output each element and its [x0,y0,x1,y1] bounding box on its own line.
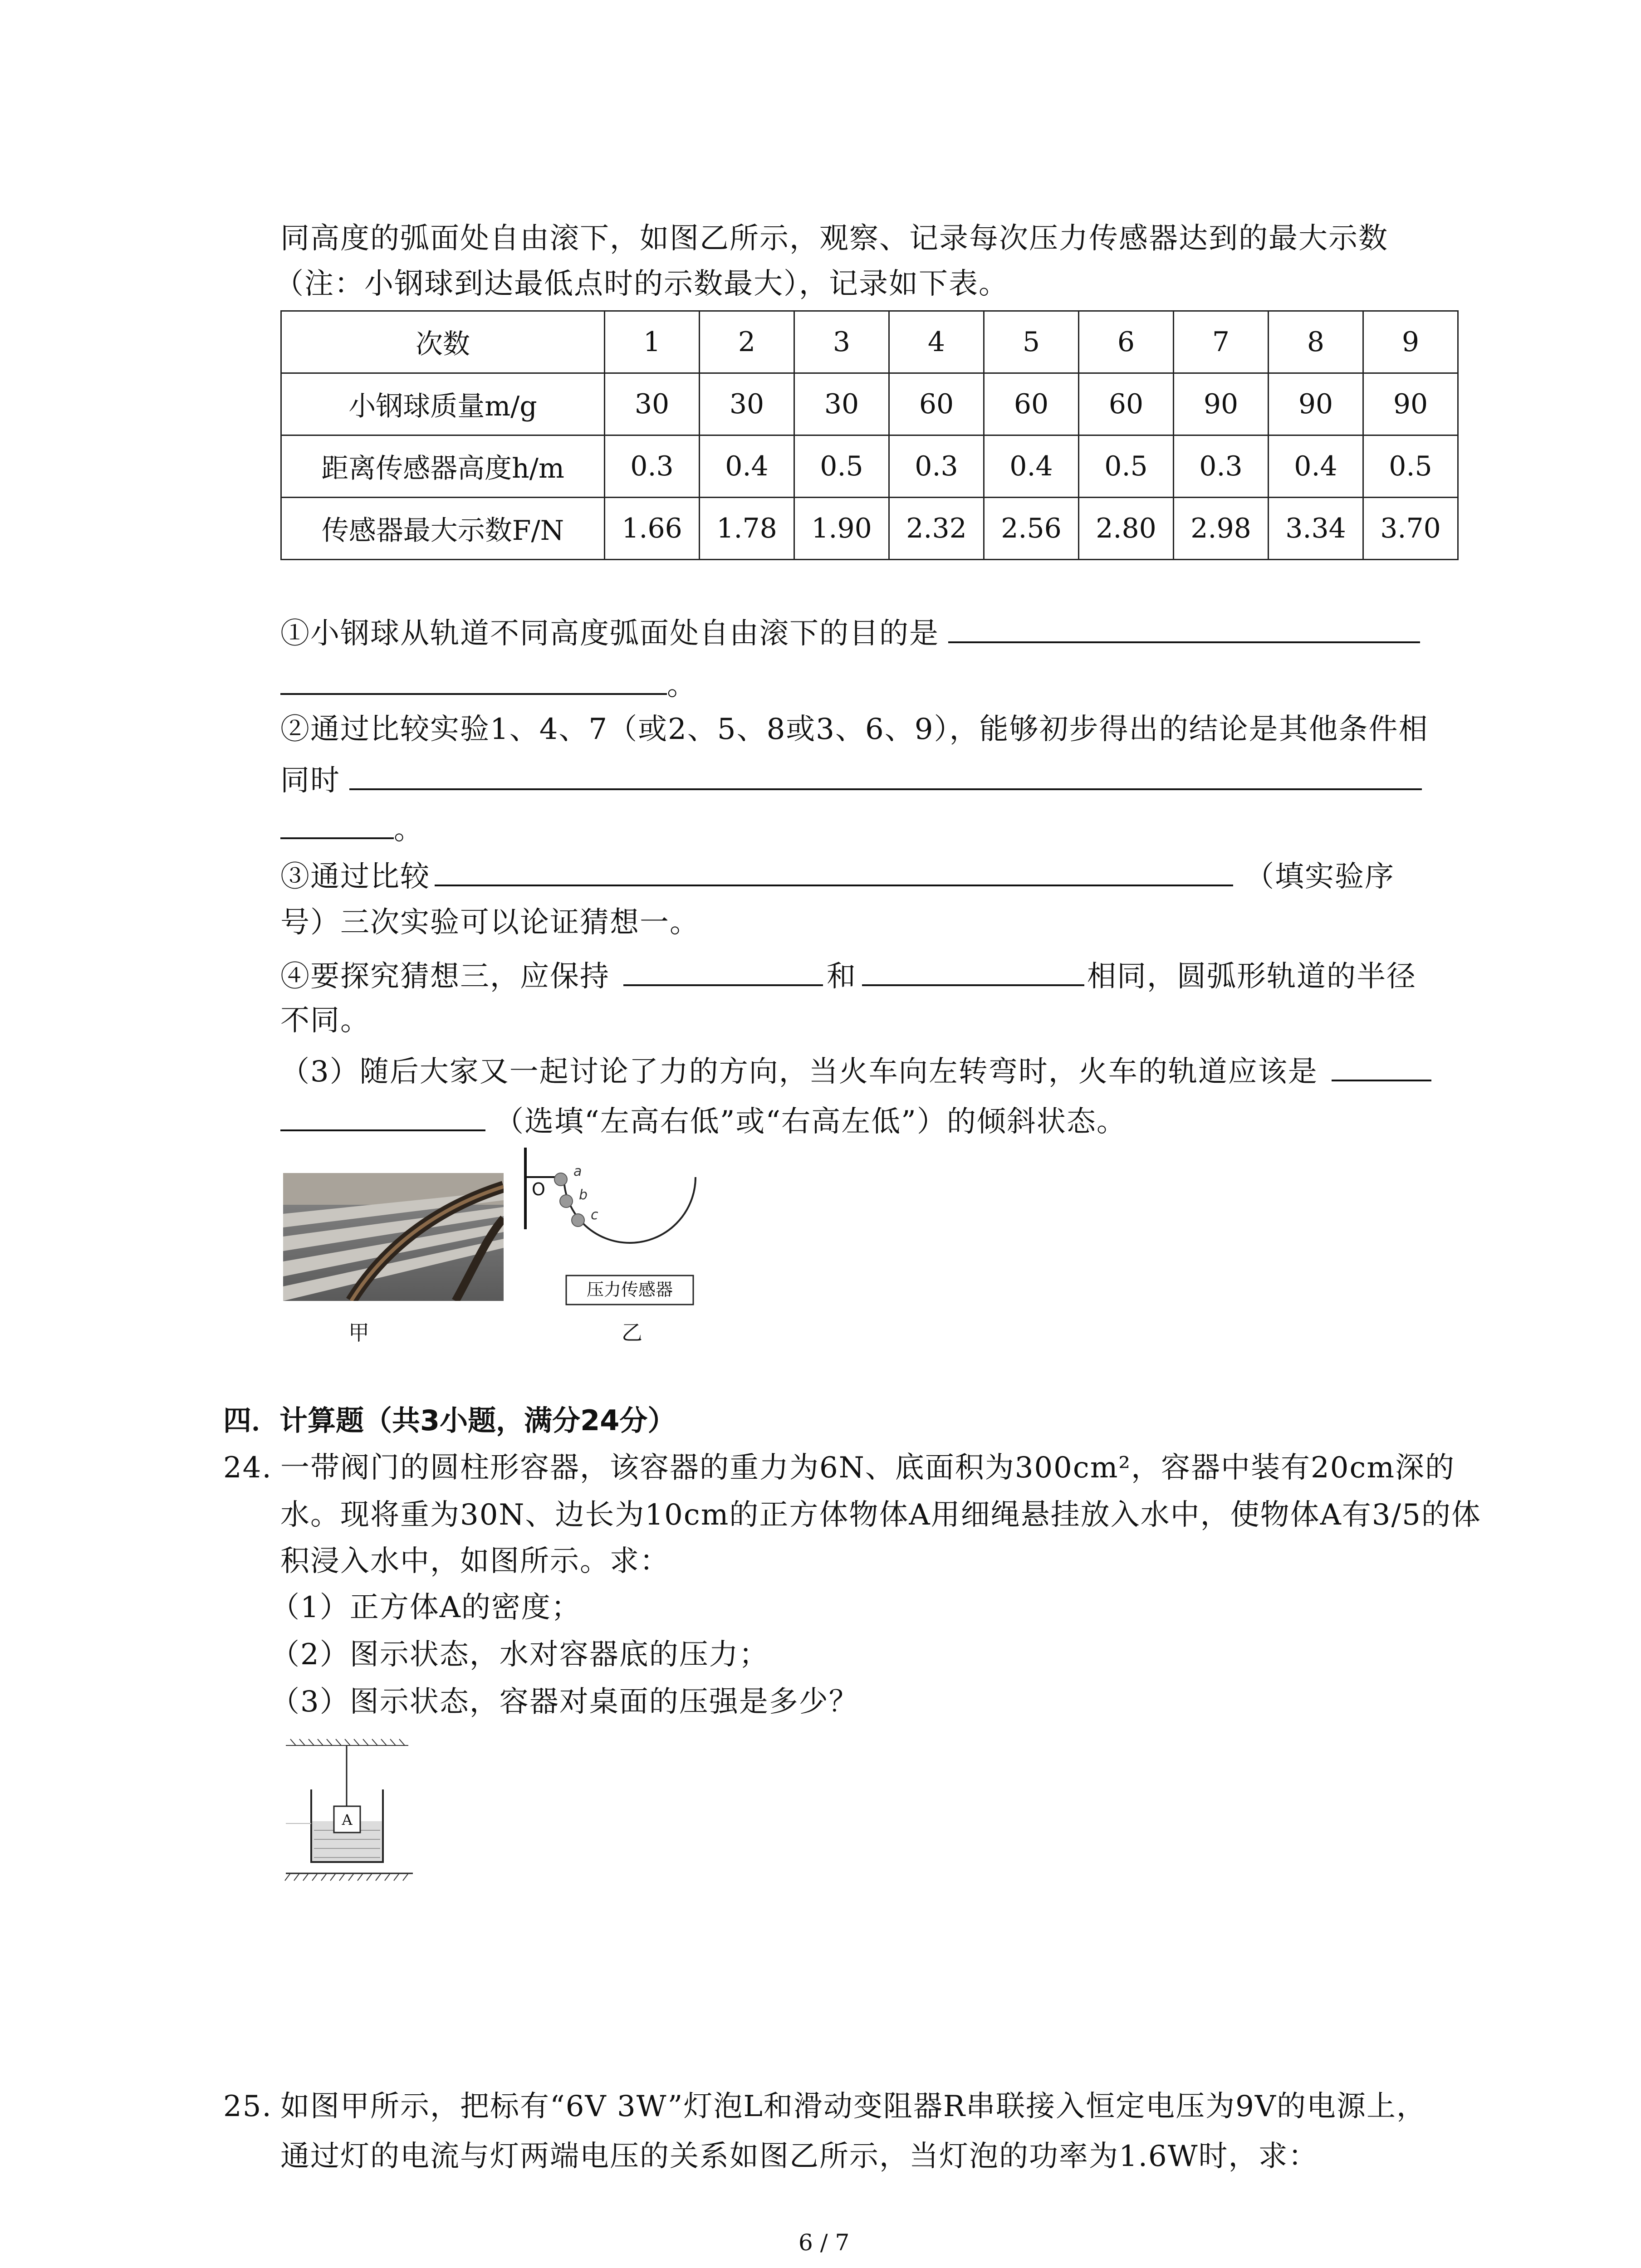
table-cell: 3 [794,311,889,373]
table-cell: 30 [700,373,794,435]
question-3-text: ③通过比较 [280,860,430,894]
ball-a-icon [554,1173,567,1186]
arc-track-diagram [521,1143,720,1320]
problem-24-line-2: 水。现将重为30N、边长为10cm的正方体物体A用细绳悬挂放入水中，使物体A有3/5的体 [280,1498,1481,1532]
table-cell: 0.4 [984,435,1079,498]
ball-a-label: a [573,1163,582,1179]
table-row [281,435,1458,498]
answer-blank[interactable] [862,956,1084,986]
question-1 [280,613,1420,652]
table-cell: 0.4 [700,435,794,498]
table-cell: 30 [605,373,700,435]
answer-blank[interactable] [435,856,1233,886]
table-cell: 3.70 [1363,498,1458,560]
problem-24-sub-2: （2）图示状态，水对容器底的压力； [270,1638,769,1672]
table-cell: 9 [1363,311,1458,373]
question-4 [280,956,1416,995]
question-2-end-line [280,809,424,848]
table-cell: 90 [1174,373,1269,435]
answer-blank[interactable] [1332,1051,1431,1081]
table-cell: 90 [1363,373,1458,435]
question-2-cont [280,760,1422,799]
table-cell: 1.66 [605,498,700,560]
question-5-text2: （选填“左高右低”或“右高左低”）的倾斜状态。 [495,1105,1127,1139]
question-4-cont: 不同。 [280,1004,370,1037]
question-1-text: ①小钢球从轨道不同高度弧面处自由滚下的目的是 [280,617,939,650]
problem-24-sub-1: （1）正方体A的密度； [270,1591,581,1624]
problem-25-number: 25. [223,2090,272,2123]
question-2: ②通过比较实验1、4、7（或2、5、8或3、6、9），能够初步得出的结论是其他条件相 [280,713,1429,746]
table-cell: 7 [1174,311,1269,373]
question-5-cont [280,1101,1127,1140]
table-cell: 0.5 [1079,435,1174,498]
question-3 [280,856,1395,895]
table-cell: 2.56 [984,498,1079,560]
table-cell: 2.80 [1079,498,1174,560]
problem-24-number: 24. [223,1451,272,1485]
table-cell: 2.98 [1174,498,1269,560]
problem-24-sub-3: （3）图示状态，容器对桌面的压强是多少？ [270,1685,859,1719]
question-5-text: （3）随后大家又一起讨论了力的方向，当火车向左转弯时，火车的轨道应该是 [280,1055,1318,1089]
table-cell: 4 [889,311,984,373]
table-cell: 0.3 [1174,435,1269,498]
table-row [281,311,1458,373]
question-4-text: ④要探究猜想三，应保持 [280,960,610,993]
ball-b-icon [560,1195,573,1207]
table-cell: 60 [1079,373,1174,435]
page-number: 6 / 7 [798,2229,850,2256]
table-header: 小钢球质量m/g [281,373,605,435]
table-cell: 1 [605,311,700,373]
intro-line-2: （注：小钢球到达最低点时的示数最大），记录如下表。 [274,267,1009,301]
table-cell: 8 [1269,311,1363,373]
question-5 [280,1051,1431,1090]
container-diagram [281,1737,417,1887]
table-cell: 0.3 [889,435,984,498]
question-3-cont: 号）三次实验可以论证猜想一。 [280,906,700,939]
table-cell: 0.5 [794,435,889,498]
table-cell: 0.4 [1269,435,1363,498]
table-header: 传感器最大示数F/N [281,498,605,560]
section-title: 四．计算题（共3小题，满分24分） [223,1404,676,1437]
table-header: 次数 [281,311,605,373]
table-cell: 0.3 [605,435,700,498]
table-cell: 30 [794,373,889,435]
answer-blank[interactable] [280,665,667,695]
pressure-sensor-label: 压力传感器 [586,1280,673,1300]
answer-blank[interactable] [280,1101,485,1131]
data-table [280,310,1459,560]
table-cell: 60 [889,373,984,435]
table-cell: 5 [984,311,1079,373]
table-cell: 0.5 [1363,435,1458,498]
figure-jia-label: 甲 [348,1320,369,1345]
table-row [281,498,1458,560]
answer-blank[interactable] [280,809,394,839]
table-cell: 1.90 [794,498,889,560]
ball-c-icon [572,1214,584,1227]
question-1-end: 。 [667,669,697,702]
answer-blank[interactable] [623,956,823,986]
problem-25-line-1: 如图甲所示，把标有“6V 3W”灯泡L和滑动变阻器R串联接入恒定电压为9V的电源上， [280,2090,1427,2123]
cube-a-label: A [342,1811,353,1828]
question-2-end: 。 [394,813,424,846]
table-cell: 60 [984,373,1079,435]
answer-blank[interactable] [948,613,1420,643]
table-row [281,373,1458,435]
table-header: 距离传感器高度h/m [281,435,605,498]
problem-24-line-3: 积浸入水中，如图所示。求： [280,1545,670,1578]
problem-25-line-2: 通过灯的电流与灯两端电压的关系如图乙所示，当灯泡的功率为1.6W时，求： [280,2140,1318,2173]
question-4-mid: 和 [827,960,857,993]
o-label: O [532,1179,545,1199]
railway-photo [283,1173,504,1301]
table-cell: 3.34 [1269,498,1363,560]
table-cell: 1.78 [700,498,794,560]
question-2-text2: 同时 [280,764,340,797]
table-cell: 2 [700,311,794,373]
ball-c-label: c [591,1207,598,1223]
question-4-tail: 相同，圆弧形轨道的半径 [1087,960,1416,993]
question-3-tail: （填实验序 [1245,860,1395,894]
table-cell: 90 [1269,373,1363,435]
question-1-cont [280,665,697,704]
problem-24-line-1: 一带阀门的圆柱形容器，该容器的重力为6N、底面积为300cm²，容器中装有20cm深的 [280,1451,1455,1485]
answer-blank[interactable] [349,760,1422,790]
table-cell: 6 [1079,311,1174,373]
table-cell: 2.32 [889,498,984,560]
intro-line-1: 同高度的弧面处自由滚下，如图乙所示，观察、记录每次压力传感器达到的最大示数 [280,222,1388,255]
figure-yi-label: 乙 [622,1320,642,1345]
ball-b-label: b [579,1187,588,1203]
